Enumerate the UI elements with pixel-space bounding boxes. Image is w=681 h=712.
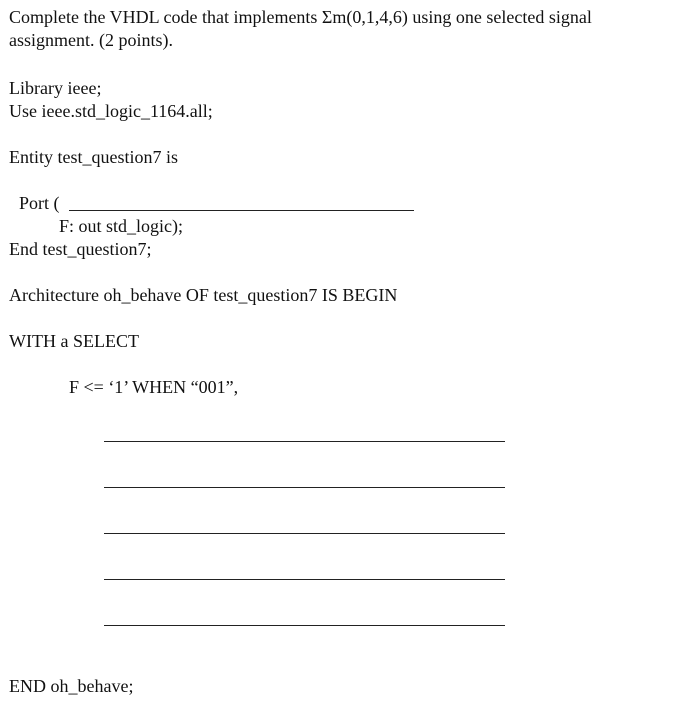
- architecture-line: Architecture oh_behave OF test_question7 IS BEGIN: [9, 285, 398, 305]
- assignment-answer-blank-2[interactable]: [104, 469, 505, 488]
- port-f-line: F: out std_logic);: [59, 216, 184, 236]
- port-line-prefix: Port (: [19, 193, 60, 213]
- entity-line: Entity test_question7 is: [9, 147, 178, 167]
- assignment-answer-blank-4[interactable]: [104, 561, 505, 580]
- question-line-2: assignment. (2 points).: [9, 30, 173, 50]
- assignment-answer-blank-1[interactable]: [104, 423, 505, 442]
- library-line: Library ieee;: [9, 78, 102, 98]
- use-line: Use ieee.std_logic_1164.all;: [9, 101, 213, 121]
- assignment-answer-blank-3[interactable]: [104, 515, 505, 534]
- port-answer-blank[interactable]: [69, 192, 414, 211]
- first-assignment-line: F <= ‘1’ WHEN “001”,: [69, 377, 239, 397]
- with-select-line: WITH a SELECT: [9, 331, 139, 351]
- end-architecture-line: END oh_behave;: [9, 676, 134, 696]
- question-line-1: Complete the VHDL code that implements Σm(0,1,4,6) using one selected signal: [9, 7, 592, 27]
- end-entity-line: End test_question7;: [9, 239, 152, 259]
- assignment-answer-blank-5[interactable]: [104, 607, 505, 626]
